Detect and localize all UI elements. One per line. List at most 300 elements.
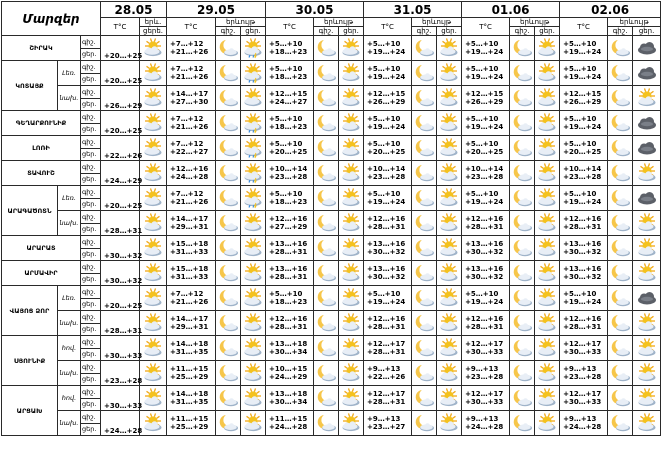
day-label: ցեր. [81,123,101,136]
sun-cloud-icon [437,136,462,161]
temperature-range [560,136,608,161]
day-temperature: +23…+28 [465,173,504,181]
region-name: ՇԻՐԱԿ [2,36,81,61]
sun-cloud-icon [633,411,661,436]
weather-header: երևույթ [608,18,661,27]
region-name: ԱՐԱԳԱԾՈՏՆ [2,186,58,236]
day-label: ցեր. [81,73,101,86]
night-temperature: +13…+18 [269,340,308,348]
temperature-range [364,386,412,411]
day-temperature: +21…+26 [170,73,209,81]
day-subheader: ցեր. [437,27,462,36]
sun-cloud-icon [535,136,560,161]
day-temperature: +24…+28 [170,173,209,181]
subregion-label: նախ. [58,211,81,236]
night-temperature: +12…+17 [367,340,406,348]
day-temperature: +28…+31 [465,223,504,231]
night-temperature: +5…+10 [367,65,401,73]
sun-cloud-icon [140,286,167,311]
temperature-range [364,211,412,236]
temperature-value: +26…+29 [101,86,140,111]
temperature-range [364,311,412,336]
temperature-range [560,336,608,361]
night-temperature: +5…+10 [465,140,499,148]
night-temperature: +13…+18 [269,390,308,398]
night-temperature: +10…+14 [465,165,504,173]
temperature-range [560,311,608,336]
moon-cloud-icon [216,311,241,336]
sun-cloud-icon [339,86,364,111]
night-temperature: +5…+10 [465,40,499,48]
day-temperature: +30…+32 [563,273,602,281]
moon-cloud-icon [510,286,535,311]
day-subheader: ցերե. [140,27,167,36]
moon-cloud-icon [510,261,535,286]
day-temperature: +20…+25 [563,148,602,156]
temperature-range [462,361,510,386]
night-temperature: +12…+17 [563,390,602,398]
sun-cloud-icon [437,311,462,336]
night-temperature: +10…+15 [269,365,308,373]
day-label: ցեր. [81,373,101,386]
sun-cloud-icon [437,86,462,111]
day-temperature: +30…+33 [563,398,602,406]
temperature-value: +22…+26 [101,136,140,161]
moon-cloud-icon [510,361,535,386]
moon-cloud-icon [412,211,437,236]
day-label: ցեր. [81,223,101,236]
moon-cloud-icon [314,211,339,236]
day-temperature: +19…+24 [367,198,406,206]
night-temperature: +13…+16 [563,240,602,248]
temperature-range [167,111,216,136]
sun-cloud-icon [339,386,364,411]
moon-cloud-icon [608,336,633,361]
day-temperature: +19…+24 [465,198,504,206]
temperature-range [462,311,510,336]
moon-cloud-icon [216,161,241,186]
sun-cloud-icon [140,211,167,236]
day-temperature: +26…+29 [465,98,504,106]
day-temperature: +19…+24 [465,298,504,306]
temperature-range [266,186,314,211]
temperature-value: +24…+29 [101,161,140,186]
day-temperature: +28…+31 [367,323,406,331]
night-label: գիշ. [81,361,101,374]
subregion-label: Լեռ. [58,61,81,86]
temperature-range [167,161,216,186]
night-temperature: +12…+16 [465,315,504,323]
day-temperature: +19…+24 [563,298,602,306]
day-temperature: +31…+35 [170,348,209,356]
moon-cloud-icon [314,136,339,161]
day-temperature: +30…+33 [465,348,504,356]
night-label: գիշ. [81,161,101,174]
region-name: ՍՅՈՒՆԻՔ [2,336,58,386]
night-temperature: +10…+14 [563,165,602,173]
night-label: գիշ. [81,286,101,299]
night-temperature: +13…+16 [269,240,308,248]
moon-cloud-icon [608,186,633,211]
moon-cloud-icon [608,236,633,261]
temperature-range [266,136,314,161]
day-subheader: ցեր. [633,27,661,36]
night-temperature: +12…+15 [367,90,406,98]
day-temperature: +25…+29 [170,373,209,381]
day-label: ցեր. [81,48,101,61]
day-temperature: +28…+31 [367,223,406,231]
temperature-value: +30…+32 [101,236,140,261]
subregion-label: նախ. [58,361,81,386]
sun-cloud-icon [339,336,364,361]
moon-cloud-icon [510,211,535,236]
sun-cloud-icon [535,236,560,261]
temperature-range [462,211,510,236]
date-header: 28.05 [101,2,167,18]
temperature-range [462,86,510,111]
moon-cloud-icon [412,386,437,411]
day-temperature: +29…+31 [170,223,209,231]
moon-cloud-icon [608,36,633,61]
sun-cloud-icon [535,336,560,361]
moon-cloud-icon [314,36,339,61]
moon-cloud-icon [510,311,535,336]
moon-cloud-icon [412,336,437,361]
night-temperature: +9…+13 [465,415,499,423]
temperature-range [364,161,412,186]
region-name: ՎԱՅՈՑ ՁՈՐ [2,286,58,336]
day-temperature: +18…+23 [269,123,308,131]
temperature-range [560,86,608,111]
temperature-value: +30…+33 [101,336,140,361]
moon-cloud-icon [510,136,535,161]
moon-cloud-icon [314,286,339,311]
night-label: գիշ. [81,236,101,249]
night-temperature: +14…+17 [170,315,209,323]
day-temperature: +28…+31 [269,323,308,331]
subregion-label: նախ. [58,311,81,336]
date-header: 31.05 [364,2,462,18]
forecast-table [1,1,661,436]
moon-cloud-icon [510,86,535,111]
night-temperature: +11…+15 [170,415,209,423]
day-temperature: +27…+30 [170,98,209,106]
moon-cloud-icon [412,311,437,336]
subregion-label: նախ. [58,411,81,436]
day-temperature: +20…+25 [367,148,406,156]
sun-cloud-rain-icon [241,61,266,86]
night-temperature: +14…+18 [170,340,209,348]
temperature-value: +30…+32 [101,261,140,286]
sun-cloud-icon [535,386,560,411]
temperature-value: +30…+33 [101,386,140,411]
night-temperature: +12…+15 [465,90,504,98]
moon-cloud-icon [510,336,535,361]
moon-cloud-icon [412,261,437,286]
night-temperature: +10…+14 [367,165,406,173]
sun-cloud-icon [437,386,462,411]
temperature-range [364,336,412,361]
sun-cloud-rain-icon [241,136,266,161]
sun-cloud-icon [535,86,560,111]
day-temperature: +23…+28 [367,173,406,181]
moon-cloud-icon [216,136,241,161]
sun-cloud-icon [339,36,364,61]
temperature-value: +28…+31 [101,211,140,236]
temperature-range [462,111,510,136]
night-label: գիշ. [81,61,101,74]
moon-cloud-icon [216,211,241,236]
sun-cloud-icon [241,261,266,286]
temperature-value: +23…+28 [101,361,140,386]
temperature-range [266,411,314,436]
temperature-range [560,386,608,411]
day-temperature: +26…+29 [563,98,602,106]
moon-cloud-icon [608,286,633,311]
day-temperature: +24…+28 [269,423,308,431]
temperature-range [560,61,608,86]
night-temperature: +7…+12 [170,65,204,73]
sun-cloud-icon [437,411,462,436]
sun-cloud-icon [241,311,266,336]
night-temperature: +11…+15 [170,365,209,373]
temp-header: T°C [560,18,608,36]
temperature-range [560,261,608,286]
sun-cloud-icon [140,111,167,136]
sun-cloud-icon [241,336,266,361]
day-label: ցեր. [81,298,101,311]
night-temperature: +14…+18 [170,390,209,398]
temperature-range [462,186,510,211]
moon-cloud-icon [412,86,437,111]
night-temperature: +9…+13 [563,365,597,373]
temperature-range [462,161,510,186]
temperature-range [560,411,608,436]
night-temperature: +12…+17 [563,340,602,348]
sun-cloud-icon [633,311,661,336]
temperature-range [364,411,412,436]
sun-cloud-icon [241,386,266,411]
temperature-range [167,261,216,286]
sun-cloud-rain-icon [241,186,266,211]
day-label: ցեր. [81,198,101,211]
night-temperature: +5…+10 [269,115,303,123]
temperature-range [266,286,314,311]
moon-cloud-icon [314,311,339,336]
moon-cloud-icon [216,86,241,111]
sun-cloud-icon [633,236,661,261]
day-temperature: +24…+28 [563,423,602,431]
moon-cloud-icon [412,36,437,61]
day-temperature: +19…+24 [465,73,504,81]
sun-cloud-icon [437,161,462,186]
temperature-range [462,286,510,311]
moon-cloud-icon [314,61,339,86]
night-label: գիշ. [81,136,101,149]
temp-header: T°C [364,18,412,36]
moon-cloud-icon [510,161,535,186]
night-temperature: +14…+17 [170,90,209,98]
sun-cloud-icon [437,286,462,311]
day-label: ցեր. [81,248,101,261]
moon-cloud-icon [608,311,633,336]
night-temperature: +5…+10 [563,140,597,148]
sun-cloud-rain-icon [241,36,266,61]
sun-cloud-icon [339,361,364,386]
temp-header: T°C [101,18,140,36]
moon-cloud-icon [314,336,339,361]
night-temperature: +12…+15 [563,90,602,98]
moon-cloud-icon [510,111,535,136]
sun-cloud-icon [535,36,560,61]
day-temperature: +31…+33 [170,273,209,281]
moon-cloud-icon [314,186,339,211]
moon-cloud-icon [216,286,241,311]
temperature-range [167,336,216,361]
day-temperature: +19…+24 [367,48,406,56]
sun-cloud-icon [339,211,364,236]
temperature-range [266,336,314,361]
sun-cloud-icon [241,286,266,311]
temperature-range [266,386,314,411]
sun-cloud-icon [140,186,167,211]
dark-cloud-icon [633,36,661,61]
day-temperature: +24…+28 [465,423,504,431]
night-temperature: +12…+16 [563,315,602,323]
night-subheader: գիշ. [412,27,437,36]
day-temperature: +28…+31 [563,223,602,231]
temperature-range [167,136,216,161]
temperature-range [364,261,412,286]
day-label: ցեր. [81,323,101,336]
night-temperature: +5…+10 [269,40,303,48]
night-temperature: +5…+10 [465,115,499,123]
temperature-range [167,311,216,336]
moon-cloud-icon [412,161,437,186]
sun-cloud-icon [140,361,167,386]
day-temperature: +19…+24 [367,73,406,81]
temperature-range [364,36,412,61]
night-temperature: +12…+17 [465,340,504,348]
sun-cloud-icon [437,111,462,136]
moon-cloud-icon [510,236,535,261]
sun-cloud-icon [241,236,266,261]
moon-cloud-icon [314,236,339,261]
day-temperature: +28…+31 [367,348,406,356]
sun-cloud-icon [339,411,364,436]
sun-cloud-rain-icon [241,111,266,136]
day-temperature: +23…+27 [367,423,406,431]
temperature-range [364,286,412,311]
moon-cloud-icon [412,361,437,386]
night-label: գիշ. [81,261,101,274]
night-temperature: +7…+12 [170,290,204,298]
sun-cloud-icon [633,211,661,236]
temperature-range [266,86,314,111]
moon-cloud-icon [216,111,241,136]
night-temperature: +5…+10 [465,190,499,198]
temperature-range [560,236,608,261]
night-subheader: գիշ. [608,27,633,36]
moon-cloud-icon [608,161,633,186]
sun-cloud-icon [535,111,560,136]
temperature-range [266,311,314,336]
day-temperature: +23…+28 [269,173,308,181]
weather-header: երևույթ [314,18,364,27]
day-temperature: +19…+24 [563,48,602,56]
date-header: 29.05 [167,2,266,18]
temperature-range [167,211,216,236]
day-temperature: +28…+31 [465,323,504,331]
moon-cloud-icon [216,61,241,86]
night-temperature: +9…+13 [563,415,597,423]
temperature-range [266,361,314,386]
sun-cloud-icon [437,36,462,61]
moon-cloud-icon [510,411,535,436]
day-temperature: +24…+27 [269,98,308,106]
night-label: գիշ. [81,86,101,99]
night-temperature: +9…+13 [367,365,401,373]
day-temperature: +19…+24 [367,123,406,131]
moon-cloud-icon [314,161,339,186]
sun-cloud-icon [437,236,462,261]
temperature-range [462,261,510,286]
sun-cloud-icon [437,361,462,386]
night-label: գիշ. [81,211,101,224]
temperature-range [266,36,314,61]
day-label: ցեր. [81,398,101,411]
temperature-range [560,186,608,211]
moon-cloud-icon [510,61,535,86]
day-temperature: +18…+23 [269,48,308,56]
sun-cloud-icon [140,336,167,361]
night-temperature: +5…+10 [269,140,303,148]
day-temperature: +19…+24 [563,123,602,131]
date-header: 30.05 [266,2,364,18]
subregion-label: նախ. [58,86,81,111]
region-name: ԱՐԱՐԱՏ [2,236,81,261]
sun-cloud-icon [339,136,364,161]
night-temperature: +5…+10 [563,190,597,198]
moon-cloud-icon [510,386,535,411]
night-temperature: +5…+10 [269,65,303,73]
sun-cloud-icon [437,211,462,236]
night-temperature: +12…+16 [269,315,308,323]
temperature-value: +20…+25 [101,186,140,211]
temperature-range [167,186,216,211]
region-name: ԱՐՑԱԽ [2,386,58,436]
night-label: գիշ. [81,36,101,49]
day-temperature: +28…+31 [563,323,602,331]
day-temperature: +19…+24 [465,48,504,56]
temperature-range [364,186,412,211]
moon-cloud-icon [216,386,241,411]
night-temperature: +13…+16 [465,240,504,248]
day-temperature: +19…+24 [563,198,602,206]
sun-cloud-icon [140,86,167,111]
day-temperature: +20…+25 [269,148,308,156]
sun-cloud-icon [633,161,661,186]
moon-cloud-icon [608,136,633,161]
sun-cloud-icon [535,211,560,236]
night-temperature: +7…+12 [170,40,204,48]
day-temperature: +20…+25 [465,148,504,156]
temperature-range [167,361,216,386]
night-temperature: +7…+12 [170,115,204,123]
sun-cloud-icon [633,361,661,386]
temperature-range [167,61,216,86]
sun-cloud-icon [241,211,266,236]
